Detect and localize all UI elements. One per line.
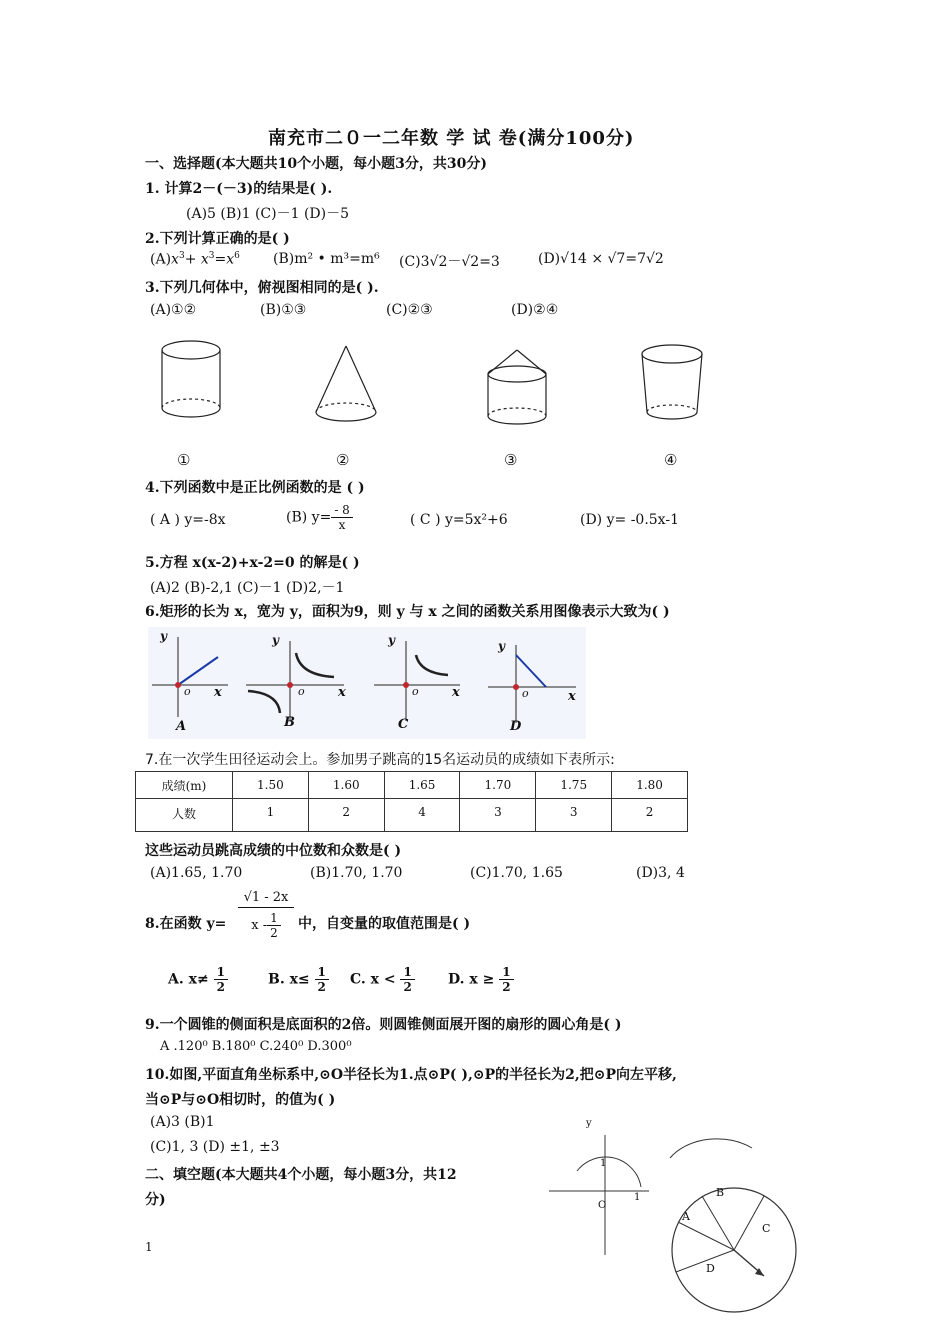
q8-option-c: C. x < $\frac{1}{2}$ bbox=[350, 965, 415, 994]
graph-d-origin-label: o bbox=[522, 687, 529, 700]
q8-option-b: B. x≤ $\frac{1}{2}$ bbox=[268, 965, 329, 994]
table-header-row bbox=[136, 772, 688, 799]
table-cell: 1.80 bbox=[612, 772, 688, 799]
graph-b bbox=[246, 641, 344, 721]
table-row bbox=[136, 799, 688, 832]
q10-options-1: (A)3 (B)1 bbox=[150, 1114, 215, 1130]
page-number: 1 bbox=[145, 1240, 153, 1254]
graph-c-origin-label: o bbox=[412, 685, 419, 698]
graph-b-y-label: y bbox=[272, 633, 279, 647]
cone-solid bbox=[316, 346, 376, 421]
q3-option-b: (B)①③ bbox=[260, 302, 307, 318]
graph-b-origin-label: o bbox=[298, 685, 305, 698]
q8-fraction bbox=[238, 890, 294, 940]
pie-label-d: D bbox=[706, 1262, 715, 1275]
table-cell: 1.70 bbox=[460, 772, 536, 799]
table-cell: 2 bbox=[612, 799, 688, 832]
table-cell: 成绩(m) bbox=[136, 772, 233, 799]
q2-option-d: (D)√14 × √7=7√2 bbox=[538, 251, 664, 267]
q10-unit-right-label: 1 bbox=[634, 1192, 641, 1203]
q4-option-c: ( C ) y=5x²+6 bbox=[410, 512, 508, 528]
q5-options: (A)2 (B)-2,1 (C)－1 (D)2,－1 bbox=[150, 580, 345, 596]
q3-label-3: ③ bbox=[504, 451, 518, 469]
pie-label-c: C bbox=[762, 1222, 771, 1235]
graph-a-origin-label: o bbox=[184, 685, 191, 698]
graph-c-label: C bbox=[398, 717, 409, 732]
table-cell: 4 bbox=[384, 799, 460, 832]
pie-figure bbox=[660, 1130, 820, 1320]
q10-line-2: 当⊙P与⊙O相切时，的值为( ) bbox=[145, 1092, 336, 1108]
q3-label-4: ④ bbox=[664, 451, 678, 469]
table-cell: 2 bbox=[308, 799, 384, 832]
q8-numerator: √1 - 2x bbox=[238, 890, 294, 908]
table-cell: 1.75 bbox=[536, 772, 612, 799]
q3-option-d: (D)②④ bbox=[511, 302, 559, 318]
graph-a-y-label: y bbox=[160, 629, 167, 643]
q3-stem: 3.下列几何体中，俯视图相同的是( ). bbox=[145, 280, 379, 296]
q4-option-b: (B) y= $\frac{- 8}{x}$ bbox=[286, 503, 353, 532]
table-cell: 1 bbox=[233, 799, 309, 832]
graph-a bbox=[152, 637, 228, 717]
q1-stem: 1. 计算2－(－3)的结果是( ). bbox=[145, 181, 333, 197]
q5-stem: 5.方程 x(x-2)+x-2=0 的解是( ) bbox=[145, 555, 360, 571]
q6-graphs-panel bbox=[148, 627, 586, 739]
graph-d-x-label: x bbox=[568, 689, 576, 704]
q3-label-1: ① bbox=[177, 451, 191, 469]
pie-label-b: B bbox=[716, 1186, 725, 1199]
frustum-solid bbox=[642, 345, 702, 419]
table-cell: 人数 bbox=[136, 799, 233, 832]
table-cell: 1.50 bbox=[233, 772, 309, 799]
graph-c-x-label: x bbox=[452, 685, 460, 700]
graph-d-y-label: y bbox=[498, 639, 505, 653]
q7-option-b: (B)1.70, 1.70 bbox=[310, 865, 403, 881]
q7-table bbox=[135, 771, 688, 832]
q8-stem-pre: 8.在函数 y= bbox=[145, 916, 227, 932]
q6-stem: 6.矩形的长为 x，宽为 y，面积为9，则 y 与 x 之间的函数关系用图像表示大致为( ) bbox=[145, 604, 670, 620]
graph-a-label: A bbox=[176, 719, 187, 734]
q10-axis-y-label: y bbox=[586, 1118, 592, 1129]
graph-d-label: D bbox=[510, 719, 522, 734]
table-cell: 1.60 bbox=[308, 772, 384, 799]
pie-label-a: A bbox=[682, 1210, 690, 1223]
cone-on-cylinder-solid bbox=[488, 350, 546, 424]
q8-denominator: x - $\frac{1}{2}$ bbox=[238, 908, 294, 940]
q8-option-d: D. x ≥ $\frac{1}{2}$ bbox=[448, 965, 514, 994]
q10-coordinate-figure bbox=[545, 1115, 655, 1265]
table-cell: 3 bbox=[536, 799, 612, 832]
q10-line-1: 10.如图,平面直角坐标系中,⊙O半径长为1.点⊙P( ),⊙P的半径长为2,把⊙P向左平移, bbox=[145, 1067, 677, 1083]
q3-label-2: ② bbox=[336, 451, 350, 469]
q9-options: A .120⁰ B.180⁰ C.240⁰ D.300⁰ bbox=[160, 1039, 352, 1054]
table-cell: 3 bbox=[460, 799, 536, 832]
q8-option-a: A. x≠ $\frac{1}{2}$ bbox=[168, 965, 228, 994]
q2-option-a: $(A)x^3+ x^3=x^6$ bbox=[150, 251, 240, 268]
q4-stem: 4.下列函数中是正比例函数的是 ( ) bbox=[145, 480, 365, 496]
q3-solids-figure bbox=[150, 336, 710, 436]
q7-option-d: (D)3, 4 bbox=[636, 865, 685, 881]
q7-stem: 7.在一次学生田径运动会上。参加男子跳高的15名运动员的成绩如下表所示: bbox=[145, 752, 615, 768]
page-title: 南充市二０一二年数 学 试 卷(满分100分) bbox=[268, 128, 635, 149]
section-2-heading-cont: 分) bbox=[145, 1192, 166, 1208]
graph-b-x-label: x bbox=[338, 685, 346, 700]
section-1-heading: 一、选择题(本大题共10个小题，每小题3分，共30分) bbox=[145, 156, 487, 172]
graph-b-label: B bbox=[284, 715, 295, 730]
q4-option-a: ( A ) y=-8x bbox=[150, 512, 226, 528]
section-2-heading: 二、填空题(本大题共4个小题，每小题3分，共12 bbox=[145, 1167, 457, 1183]
q2-option-b: (B)m² • m³=m⁶ bbox=[273, 251, 380, 267]
q10-options-2: (C)1, 3 (D) ±1, ±3 bbox=[150, 1139, 280, 1155]
q8-stem-post: 中，自变量的取值范围是( ) bbox=[298, 916, 471, 932]
q7-option-a: (A)1.65, 1.70 bbox=[150, 865, 243, 881]
cylinder-solid bbox=[162, 341, 220, 417]
q10-unit-top-label: 1 bbox=[600, 1158, 607, 1169]
q3-option-c: (C)②③ bbox=[386, 302, 433, 318]
q1-options: (A)5 (B)1 (C)－1 (D)－5 bbox=[186, 206, 350, 222]
table-cell: 1.65 bbox=[384, 772, 460, 799]
graph-c bbox=[374, 641, 460, 721]
graph-d bbox=[488, 645, 576, 723]
q7-question: 这些运动员跳高成绩的中位数和众数是( ) bbox=[145, 843, 402, 859]
graph-a-x-label: x bbox=[214, 685, 222, 700]
q3-option-a: (A)①② bbox=[150, 302, 197, 318]
graph-c-y-label: y bbox=[388, 633, 395, 647]
q10-origin-label: O bbox=[598, 1200, 607, 1211]
q2-stem: 2.下列计算正确的是( ) bbox=[145, 231, 290, 247]
q7-option-c: (C)1.70, 1.65 bbox=[470, 865, 563, 881]
q9-stem: 9.一个圆锥的侧面积是底面积的2倍。则圆锥侧面展开图的扇形的圆心角是( ) bbox=[145, 1017, 622, 1033]
q4-option-d: (D) y= -0.5x-1 bbox=[580, 512, 679, 528]
q2-option-c: (C)3√2－√2=3 bbox=[399, 254, 500, 270]
